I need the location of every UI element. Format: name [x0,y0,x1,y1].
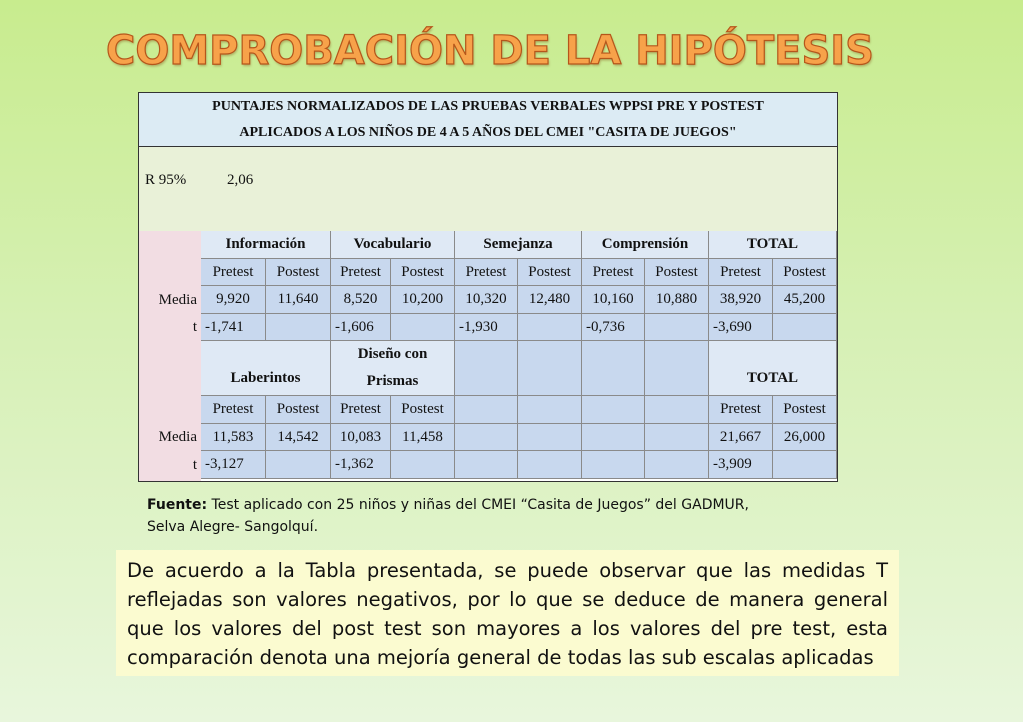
subheader-cell: Pretest [455,259,518,286]
media-cell: 11,583 [201,424,266,451]
subheader-cell: Pretest [331,396,391,424]
media-cell: 10,200 [391,286,455,314]
media-cell: 8,520 [331,286,391,314]
t-label: t [192,319,197,335]
header-cell: TOTAL [709,231,837,259]
header-cell: Comprensión [582,231,709,259]
r-row [139,147,837,231]
t-cell [391,451,455,479]
empty-cell [518,451,582,479]
t-cell [645,314,709,341]
table-caption-line2: APLICADOS A LOS NIÑOS DE 4 A 5 AÑOS DEL CMEI "CASITA DE JUEGOS" [239,125,737,140]
media-cell: 11,640 [266,286,331,314]
empty-cell [455,396,518,424]
empty-cell [582,396,645,424]
empty-cell [518,396,582,424]
source-line1: Test aplicado con 25 niños y niñas del CMEI “Casita de Juegos” del GADMUR, [207,497,749,513]
media-label: Media [158,429,197,445]
results-table [138,92,838,482]
subheader-cell: Postest [266,396,331,424]
subheader-cell: Postest [266,259,331,286]
empty-cell [582,341,645,396]
subheader-cell: Postest [645,259,709,286]
header-cell: Vocabulario [331,231,455,259]
r-value: 2,06 [227,172,254,188]
empty-cell [645,424,709,451]
table-caption-line1: PUNTAJES NORMALIZADOS DE LAS PRUEBAS VERBALES WPPSI PRE Y POSTEST [212,99,764,114]
source-line2: Selva Alegre- Sangolquí. [147,519,319,535]
page-title: COMPROBACIÓN DE LA HIPÓTESIS [106,28,874,74]
subheader-cell: Pretest [331,259,391,286]
media-label: Media [158,291,197,308]
t-label: t [192,456,197,473]
media-cell: 10,880 [645,286,709,314]
media-cell: 11,458 [391,424,455,451]
subheader-cell: Pretest [582,259,645,286]
media-cell: 9,920 [201,286,266,314]
subheader-cell: Postest [391,259,455,286]
header-cell: Información [201,231,331,259]
source-label: Fuente: [147,497,208,513]
t-cell: -1,606 [331,314,391,341]
empty-cell [455,451,518,479]
empty-cell [582,424,645,451]
header-cell [331,341,455,396]
media-cell: 14,542 [266,424,331,451]
empty-cell [455,424,518,451]
empty-cell [645,451,709,479]
table-caption [139,93,837,147]
t-cell: -3,690 [709,314,773,341]
subheader-cell: Pretest [709,396,773,424]
t-cell [266,451,331,479]
empty-cell [518,341,582,396]
t-cell: -1,741 [201,314,266,341]
t-cell [266,314,331,341]
subheader-cell: Pretest [709,259,773,286]
empty-cell [645,341,709,396]
conclusion-text: De acuerdo a la Tabla presentada, se puede observar que las medidas T reflejadas son valores negativos, por lo que se deduce de manera general que los valores del post test son mayores a los valores del pre test, esta comparación denota una mejoría general de todas las sub escalas aplicadas [116,550,899,676]
header-cell: TOTAL [709,341,837,396]
t-cell: -1,362 [331,451,391,479]
media-cell: 12,480 [518,286,582,314]
media-cell: 10,320 [455,286,518,314]
t-cell [773,314,837,341]
media-cell: 21,667 [709,424,773,451]
t-cell: -3,127 [201,451,266,479]
subheader-cell: Pretest [201,396,266,424]
t-cell: -1,930 [455,314,518,341]
subheader-cell: Postest [773,396,837,424]
header-cell: Semejanza [455,231,582,259]
subheader-cell: Postest [391,396,455,424]
t-cell: -3,909 [709,451,773,479]
subheader-cell: Postest [518,259,582,286]
media-cell: 45,200 [773,286,837,314]
empty-cell [582,451,645,479]
media-cell: 10,160 [582,286,645,314]
header-line: Prismas [366,373,419,389]
header-line: Diseño con [357,346,428,362]
t-cell [518,314,582,341]
t-cell [391,314,455,341]
header-cell: Laberintos [201,341,331,396]
subheader-cell: Pretest [201,259,266,286]
empty-cell [518,424,582,451]
empty-cell [645,396,709,424]
media-cell: 26,000 [773,424,837,451]
r-label: R 95% [145,172,187,188]
subheader-cell: Postest [773,259,837,286]
media-cell: 38,920 [709,286,773,314]
t-cell: -0,736 [582,314,645,341]
empty-cell [455,341,518,396]
media-cell: 10,083 [331,424,391,451]
t-cell [773,451,837,479]
source-note [147,494,847,538]
